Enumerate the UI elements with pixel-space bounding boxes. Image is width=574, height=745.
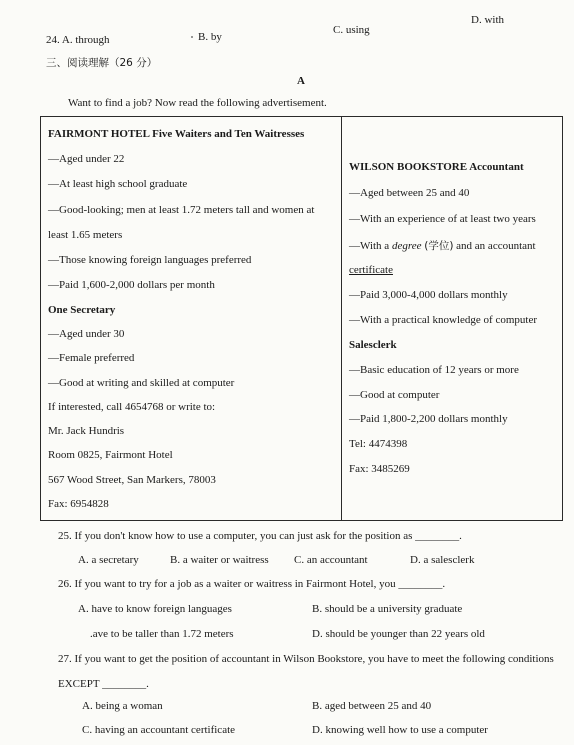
contact-line-4: 567 Wood Street, San Markers, 78003 (48, 474, 216, 486)
q25-option-b: B. a waiter or waitress (170, 554, 269, 566)
fairmont-heading: FAIRMONT HOTEL Five Waiters and Ten Waitresses (48, 128, 305, 140)
q26-option-b: B. should be a university graduate (312, 603, 463, 615)
q27-stem: 27. If you want to get the position of accountant in Wilson Bookstore, you have to meet the following conditions (58, 653, 554, 665)
fairmont-req-5: —Paid 1,600-2,000 dollars per month (48, 279, 215, 291)
degree-prefix: —With a (349, 240, 392, 252)
wilson-tel: Tel: 4474398 (349, 438, 408, 450)
wilson-req-5: —With a practical knowledge of computer (349, 314, 538, 326)
wilson-heading: WILSON BOOKSTORE Accountant (349, 161, 524, 173)
passage-label: A (297, 75, 305, 87)
q27-stem-cont: EXCEPT ________. (58, 678, 149, 690)
passage-intro: Want to find a job? Now read the following advertisement. (68, 97, 327, 109)
q25-option-d: D. a salesclerk (410, 554, 475, 566)
degree-suffix: and an accountant (453, 240, 536, 252)
wilson-req-1: —Aged between 25 and 40 (349, 187, 470, 199)
secretary-req-1: —Aged under 30 (48, 328, 125, 340)
q27-option-d: D. knowing well how to use a computer (312, 724, 488, 736)
scan-speck (191, 36, 193, 38)
wilson-fax: Fax: 3485269 (349, 463, 410, 475)
wilson-req-4: —Paid 3,000-4,000 dollars monthly (349, 289, 508, 301)
degree-word: degree (391, 240, 422, 252)
salesclerk-req-3: —Paid 1,800-2,200 dollars monthly (349, 413, 508, 425)
advertisement-divider (341, 116, 342, 521)
secretary-req-2: —Female preferred (48, 352, 135, 364)
fairmont-req-1: —Aged under 22 (48, 153, 125, 165)
q27-option-a: A. being a woman (82, 700, 163, 712)
certificate-word: certificate (349, 264, 393, 276)
salesclerk-heading: Salesclerk (349, 339, 397, 351)
q24-option-c: C. using (333, 24, 370, 36)
q24-option-a: 24. A. through (46, 34, 110, 46)
fairmont-req-3-cont: least 1.65 meters (48, 229, 123, 241)
contact-line-5: Fax: 6954828 (48, 498, 109, 510)
q25-stem: 25. If you don't know how to use a computer, you can just ask for the position as ________. (58, 530, 462, 542)
section-title: 三、阅读理解（26 分） (46, 57, 158, 69)
contact-line-1: If interested, call 4654768 or write to: (48, 401, 216, 413)
q27-option-b: B. aged between 25 and 40 (312, 700, 432, 712)
secretary-req-3: —Good at writing and skilled at computer (48, 377, 235, 389)
q25-option-c: C. an accountant (294, 554, 368, 566)
q26-option-d: D. should be younger than 22 years old (312, 628, 485, 640)
salesclerk-req-1: —Basic education of 12 years or more (349, 364, 519, 376)
fairmont-req-3: —Good-looking; men at least 1.72 meters tall and women at (48, 204, 315, 216)
secretary-heading: One Secretary (48, 304, 116, 316)
contact-line-3: Room 0825, Fairmont Hotel (48, 449, 173, 461)
q26-option-a: A. have to know foreign languages (78, 603, 232, 615)
fairmont-req-4: —Those knowing foreign languages preferred (48, 254, 252, 266)
wilson-req-2: —With an experience of at least two years (349, 213, 536, 225)
fairmont-req-2: —At least high school graduate (48, 178, 188, 190)
q27-option-c: C. having an accountant certificate (82, 724, 236, 736)
salesclerk-req-2: —Good at computer (349, 389, 440, 401)
contact-line-2: Mr. Jack Hundris (48, 425, 125, 437)
q24-option-b: B. by (198, 31, 222, 43)
degree-chinese: (学位) (424, 240, 454, 252)
q25-option-a: A. a secretary (78, 554, 139, 566)
q26-stem: 26. If you want to try for a job as a waiter or waitress in Fairmont Hotel, you ________. (58, 578, 446, 590)
q24-option-d: D. with (471, 14, 504, 26)
wilson-req-3 (349, 238, 536, 253)
q26-option-c: .ave to be taller than 1.72 meters (90, 628, 234, 640)
